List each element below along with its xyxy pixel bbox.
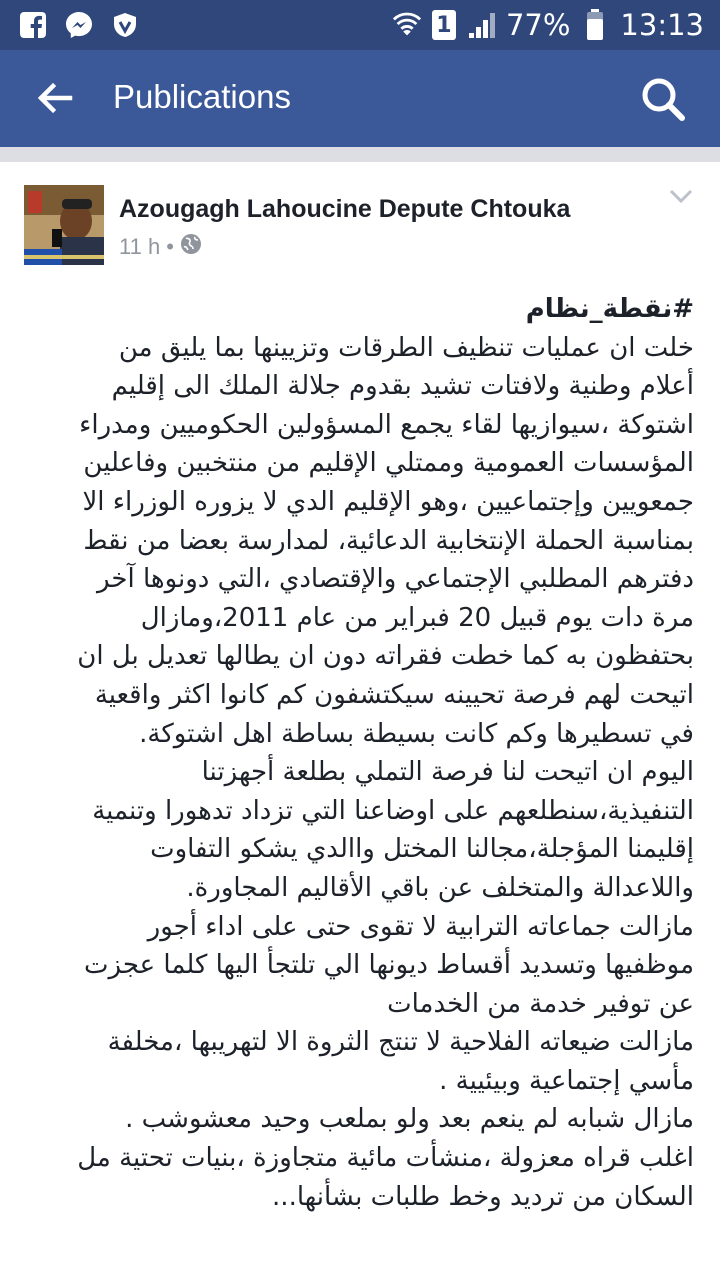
globe-icon	[180, 233, 202, 261]
sim-icon	[432, 10, 456, 40]
wifi-icon	[392, 10, 422, 40]
post-line: أعلام وطنية ولافتات تشيد بقدوم جلالة الملك الى إقليم	[111, 371, 694, 402]
post-line: عن توفير خدمة من الخدمات	[387, 988, 694, 1019]
shield-icon	[110, 10, 140, 40]
post-line: بحتفظون به كما خطت فقراته دون ان يطالها تعديل بل ان	[77, 641, 694, 672]
post-line: إقليمنا المؤجلة،مجالنا المختل واالدي يشكو التفاوت	[150, 834, 694, 865]
messenger-icon	[64, 10, 94, 40]
post-line: موظفيها وتسديد أقساط ديونها الي تلتجأ اليها كلما عجزت	[84, 950, 694, 981]
search-icon[interactable]	[640, 76, 686, 122]
status-bar	[0, 0, 720, 50]
signal-icon	[466, 10, 496, 40]
post-line: المؤسسات العمومية وممتلي الإقليم من منتخبين وفاعلين	[83, 448, 694, 479]
post-line: التنفيذية،سنطلعهم على اوضاعنا التي تزداد تدهورا وتنمية	[92, 795, 694, 826]
facebook-icon	[18, 10, 48, 40]
back-arrow-icon[interactable]	[34, 78, 74, 118]
meta-separator: •	[166, 234, 174, 259]
post-line: خلت ان عمليات تنظيف الطرقات وتزيينها بما يليق من	[118, 332, 694, 363]
hashtag-link[interactable]: #نقطة_نظام	[525, 294, 694, 324]
post-line: مازال شبابه لم ينعم بعد ولو بملعب وحيد معشوشب .	[125, 1104, 694, 1135]
chevron-down-icon[interactable]	[668, 186, 694, 206]
post-line: دفترهم المطلبي الإجتماعي والإقتصادي ،التي دونوها آخر	[97, 564, 694, 595]
feed-divider	[0, 147, 720, 162]
battery-icon	[580, 10, 610, 40]
clock: 13:13	[620, 8, 704, 42]
post-line: اليوم ان اتيحت لنا فرصة التملي بطلعة أجهزتنا	[201, 757, 694, 788]
post-line: مرة دات يوم قبيل 20 فبراير من عام 2011،ومازال	[140, 602, 694, 633]
post-author[interactable]: Azougagh Lahoucine Depute Chtouka	[119, 195, 571, 223]
post-line: مازالت جماعاته الترابية لا تقوى حتى على اداء أجور	[147, 911, 694, 942]
post-line: اغلب قراه معزولة ،منشأت مائية متجاوزة ،بنيات تحتية مل	[77, 1143, 694, 1174]
post-meta	[119, 233, 202, 261]
post-line: مأسي إجتماعية وبيئيية .	[439, 1065, 694, 1096]
post-line: جمعويين وإجتماعيين ،وهو الإقليم الدي لا يزوره الوزراء الا	[82, 486, 694, 517]
page-title: Publications	[113, 78, 291, 115]
post-time[interactable]: 11 h	[119, 234, 161, 259]
post-card	[0, 162, 720, 1280]
avatar[interactable]	[24, 185, 104, 265]
post-line: واللاعدالة والمتخلف عن باقي الأقاليم المجاورة.	[186, 872, 694, 903]
app-bar	[0, 50, 720, 147]
post-line: في تسطيرها وكم كانت بسيطة بساطة اهل اشتوكة.	[139, 718, 694, 749]
post-text	[14, 290, 694, 1216]
post-line: بمناسبة الحملة الإنتخابية الدعائية، لمدارسة بعضا من نقط	[83, 525, 694, 556]
post-line: اشتوكة ،سيوازيها لقاء يجمع المسؤولين الحكوميين ومدراء	[79, 409, 694, 440]
post-line: السكان من ترديد وخط طلبات بشأنها...	[272, 1181, 694, 1212]
post-line: اتيحت لهم فرصة تحيينه سيكتشفون كم كانوا اكثر واقعية	[94, 679, 694, 710]
battery-percent: 77%	[505, 8, 571, 42]
sim-slot-label: 1	[436, 12, 452, 38]
post-line: مازالت ضيعاته الفلاحية لا تنتج الثروة الا لتهريبها ،مخلفة	[107, 1027, 694, 1058]
